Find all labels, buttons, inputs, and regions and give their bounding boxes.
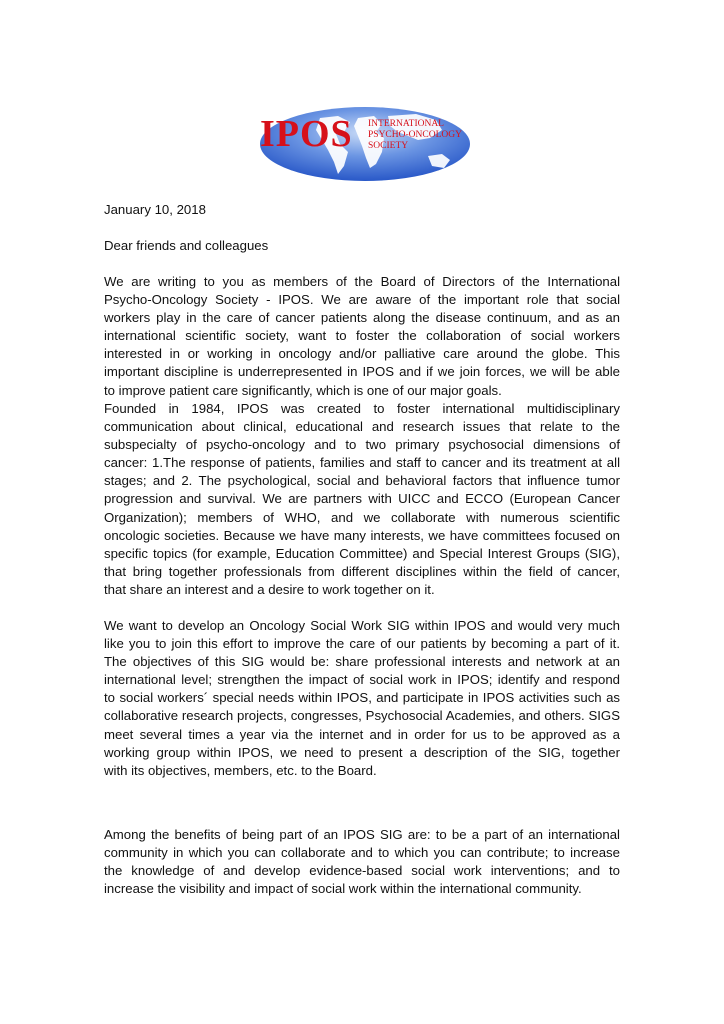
world-globe-icon <box>258 104 472 182</box>
paragraph-3 <box>104 617 620 780</box>
logo-line-1: INTERNATIONAL <box>368 119 444 129</box>
paragraph-line: The objectives of this SIG would be: share professional interests and network at an <box>104 654 620 670</box>
paragraph-line: oncologic societies. Because we have many interests, we have committees focused on <box>104 527 620 543</box>
paragraph-line: cancer: 1.The response of patients, families and staff to cancer and its treatment at all <box>104 455 620 471</box>
paragraph-line: community in which you can collaborate and to which you can contribute; to increase <box>104 845 620 861</box>
paragraph-4 <box>104 826 620 898</box>
paragraph-line: international level; strengthen the impact of social work in IPOS; identify and respond <box>104 672 620 688</box>
paragraph-1 <box>104 273 620 400</box>
paragraph-line: increase the visibility and impact of social work within the international community. <box>104 881 582 897</box>
paragraph-line: Among the benefits of being part of an IPOS SIG are: to be a part of an international <box>104 827 620 842</box>
paragraph-line: to social workers´ special needs within IPOS, and participate in IPOS activities such as <box>104 690 620 706</box>
paragraph-line: working group within IPOS, we need to present a description of the SIG, together <box>104 744 620 760</box>
paragraph-line: to improve patient care significantly, which is one of our major goals. <box>104 382 502 398</box>
paragraph-line: stages; and 2. The psychological, social and behavioral factors that influence tumor <box>104 473 620 489</box>
paragraph-line: Organization); members of WHO, and we collaborate with numerous scientific <box>104 509 620 525</box>
paragraph-line: with its objectives, members, etc. to the Board. <box>104 762 377 778</box>
logo-line-2: PSYCHO-ONCOLOGY <box>368 130 462 140</box>
paragraph-line: workers play in the care of cancer patients along the disease continuum, and as an <box>104 310 620 326</box>
ipos-logo <box>258 104 472 182</box>
logo-line-3: SOCIETY <box>368 141 409 151</box>
logo-acronym: IPOS <box>260 113 353 155</box>
paragraph-line: that share an interest and a desire to work together on it. <box>104 581 435 597</box>
paragraph-line: that bring together professionals from different disciplines within the field of cancer, <box>104 563 620 579</box>
paragraph-line: Founded in 1984, IPOS was created to foster international multidisciplinary <box>104 401 620 416</box>
paragraph-line: like you to join this effort to improve the care of our patients by becoming a part of it. <box>104 636 620 652</box>
paragraph-line: communication about clinical, educational and research issues that relate to the <box>104 419 620 435</box>
paragraph-line: subspecialty of psycho-oncology and to two primary psychosocial dimensions of <box>104 437 620 453</box>
paragraph-line: Psycho-Oncology Society - IPOS. We are aware of the important role that social <box>104 292 620 308</box>
paragraph-line: specific topics (for example, Education Committee) and Special Interest Groups (SIG), <box>104 545 620 561</box>
paragraph-line: meet several times a year via the internet and in order for us to be approved as a <box>104 726 620 742</box>
paragraph-line: important discipline is underrepresented in IPOS and if we join forces, we will be able <box>104 364 620 380</box>
paragraph-2 <box>104 400 620 599</box>
paragraph-line: progression and survival. We are partners with UICC and ECCO (European Cancer <box>104 491 620 507</box>
paragraph-line: We are writing to you as members of the Board of Directors of the International <box>104 274 620 289</box>
paragraph-line: collaborative research projects, congresses, Psychosocial Academies, and others. SIGS <box>104 708 620 724</box>
paragraph-line: international scientific society, want to foster the collaboration of social workers <box>104 328 620 344</box>
letter-date: January 10, 2018 <box>104 202 206 217</box>
salutation: Dear friends and colleagues <box>104 238 269 253</box>
paragraph-line: the knowledge of and develop evidence-based social work interventions; and to <box>104 863 620 879</box>
paragraph-line: interested in or working in oncology and/or palliative care around the globe. This <box>104 346 620 362</box>
paragraph-line: We want to develop an Oncology Social Work SIG within IPOS and would very much <box>104 618 620 633</box>
